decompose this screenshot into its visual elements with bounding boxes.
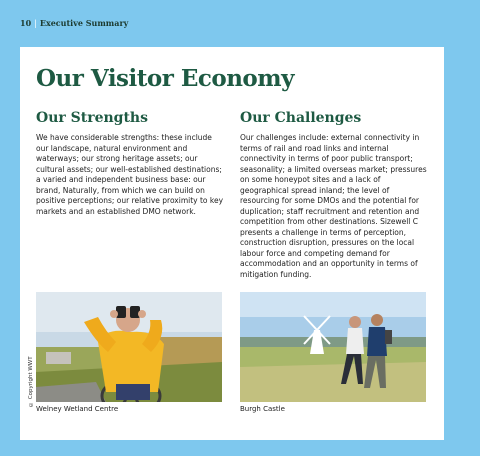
strengths-heading: Our Strengths (36, 110, 148, 126)
challenges-heading: Our Challenges (240, 110, 362, 126)
photo-copyright: © Copyright WWT (28, 356, 34, 407)
content-card (20, 47, 444, 440)
challenges-text: Our challenges include: external connectivity in terms of rail and road links and internal connectivity in terms of poor public transport; seasonality; a limited overseas market; pressures on some honeypot sites and a lack of geographical spread inland; the level of resourcing for some DMOs and the potential for duplication; staff recruitment and retention and competition from other destinations. Sizewell C presents a challenge in terms of perception, construction disruption, pressures on the local labour force and competing demand for accommodation and an opportunity in terms of mitigation funding. (240, 133, 427, 279)
page-title: Our Visitor Economy (36, 65, 294, 92)
burgh-castle-photo (240, 292, 426, 402)
welney-caption: Welney Wetland Centre (36, 405, 119, 413)
burgh-castle-caption: Burgh Castle (240, 405, 285, 413)
page-header (20, 18, 128, 28)
header-separator: | (34, 19, 37, 28)
section-title: Executive Summary (39, 18, 129, 28)
strengths-text: We have considerable strengths: these include our landscape, natural environment and waterways; our strong heritage assets; our cultural assets; our well-established destinations; a varied and independent business base: our brand, Naturally, from which we can build on positive perceptions; our relative proximity to key markets and an established DMO network. (36, 133, 224, 216)
welney-wetland-photo (36, 292, 222, 402)
page-number: 10 (20, 18, 32, 28)
